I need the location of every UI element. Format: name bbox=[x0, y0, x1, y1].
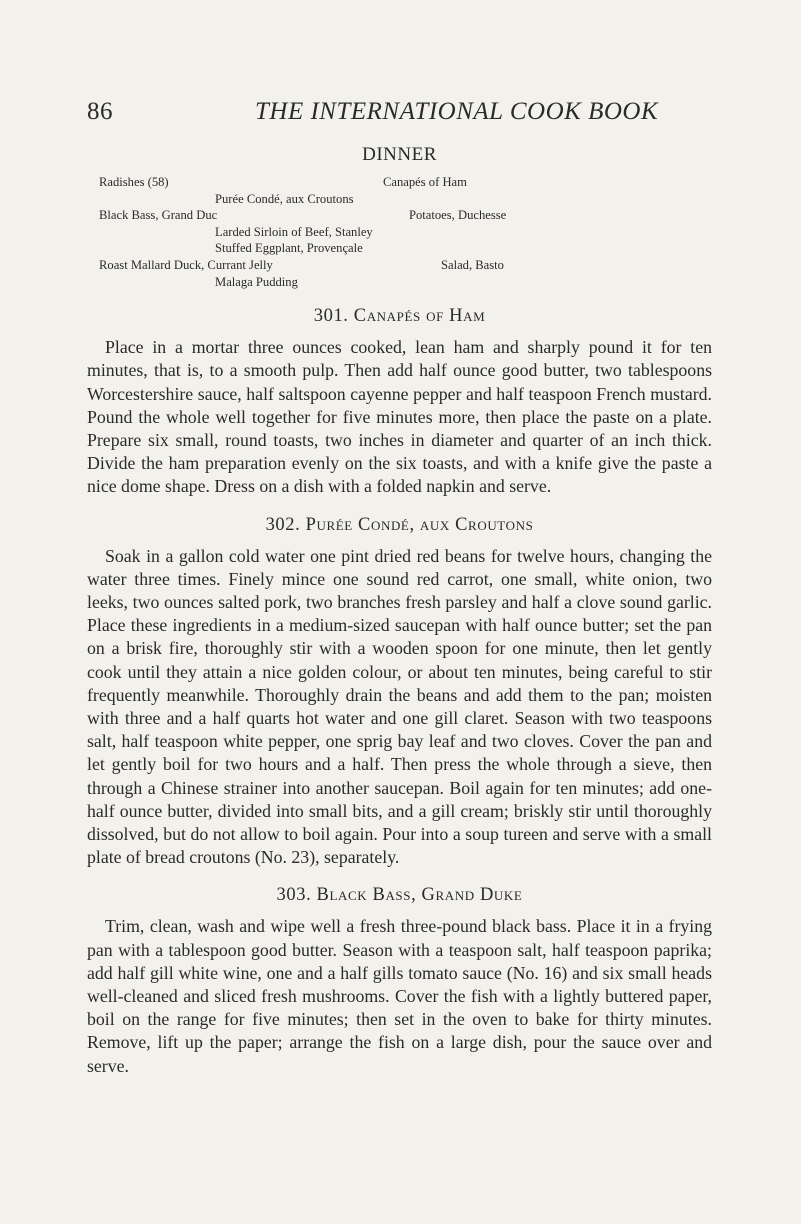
menu-item: Black Bass, Grand Duc bbox=[99, 208, 218, 223]
menu-heading: DINNER bbox=[362, 144, 437, 165]
recipe-title: 303. Black Bass, Grand Duke bbox=[276, 885, 523, 906]
recipe-303 bbox=[87, 885, 712, 1077]
page-number: 86 bbox=[87, 98, 113, 125]
recipe-title: 301. Canapés of Ham bbox=[313, 306, 486, 327]
menu-item: Purée Condé, aux Croutons bbox=[215, 191, 354, 206]
menu-item: Potatoes, Duchesse bbox=[409, 208, 507, 223]
menu-row bbox=[99, 191, 689, 208]
menu-row bbox=[99, 240, 689, 257]
recipe-body: Soak in a gallon cold water one pint dried red beans for twelve hours, changing the water three times. Finely mince one sound red carrot, one small, white onion, two leeks, two ounces salted pork, two branches fresh parsley and half a clove sound garlic. Place these ingredients in a medium-sized saucepan with half ounce butter; set the pan on a brisk fire, thoroughly stir with a wooden spoon for one minute, then let gently cook until they attain a nice golden colour, or about ten minutes, being careful to stir frequently meanwhile. Thoroughly drain the beans and add them to the pan; moisten with three and a half quarts hot water and one gill claret. Season with two teaspoons salt, half teaspoon white pepper, one sprig bay leaf and two cloves. Cover the pan and let gently boil for two hours and a half. Then press the whole through a sieve, then through a Chinese strainer into another saucepan. Boil again for ten minutes; add one-half ounce butter, divided into small bits, and a gill cream; briskly stir until thoroughly dissolved, but do not allow to boil again. Pour into a soup tureen and serve with a small plate of bread croutons (No. 23), separately. bbox=[87, 545, 712, 868]
menu-item: Salad, Basto bbox=[441, 257, 504, 272]
recipe-301 bbox=[87, 306, 712, 498]
menu-row bbox=[99, 224, 689, 241]
menu-item: Roast Mallard Duck, Currant Jelly bbox=[99, 257, 273, 272]
dinner-menu bbox=[99, 174, 689, 290]
book-page bbox=[87, 98, 712, 1078]
recipe-302 bbox=[87, 515, 712, 870]
recipe-body: Trim, clean, wash and wipe well a fresh three-pound black bass. Place it in a frying pan with a tablespoon good butter. Season with a teaspoon salt, half teaspoon paprika; add half gill white wine, one and a half gills tomato sauce (No. 16) and six small heads well-cleaned and sliced fresh mushrooms. Cover the fish with a lightly buttered paper, boil on the range for five minutes; then set in the oven to bake for thirty minutes. Remove, lift up the paper; arrange the fish on a large dish, pour the sauce over and serve. bbox=[87, 916, 712, 1076]
menu-item: Malaga Pudding bbox=[215, 274, 298, 289]
menu-row bbox=[99, 274, 689, 291]
book-title: THE INTERNATIONAL COOK BOOK bbox=[255, 98, 659, 125]
menu-item: Canapés of Ham bbox=[383, 175, 467, 189]
recipe-title: 302. Purée Condé, aux Croutons bbox=[265, 514, 534, 535]
menu-row bbox=[99, 174, 689, 191]
running-head bbox=[87, 98, 712, 132]
menu-item: Radishes (58) bbox=[99, 175, 169, 189]
menu-item: Larded Sirloin of Beef, Stanley bbox=[215, 224, 373, 239]
menu-row bbox=[99, 207, 689, 224]
menu-row bbox=[99, 257, 689, 274]
recipe-body: Place in a mortar three ounces cooked, lean ham and sharply pound it for ten minutes, that is, to a smooth pulp. Then add half ounce good butter, two tablespoons Worcestershire sauce, half saltspoon cayenne pepper and half teaspoon French mustard. Pound the whole well together for five minutes more, then place the paste on a plate. Prepare six small, round toasts, two inches in diameter and quarter of an inch thick. Divide the ham preparation evenly on the six toasts, and with a knife give the paste a nice dome shape. Dress on a dish with a folded napkin and serve. bbox=[87, 337, 712, 497]
menu-item: Stuffed Eggplant, Provençale bbox=[215, 241, 363, 256]
